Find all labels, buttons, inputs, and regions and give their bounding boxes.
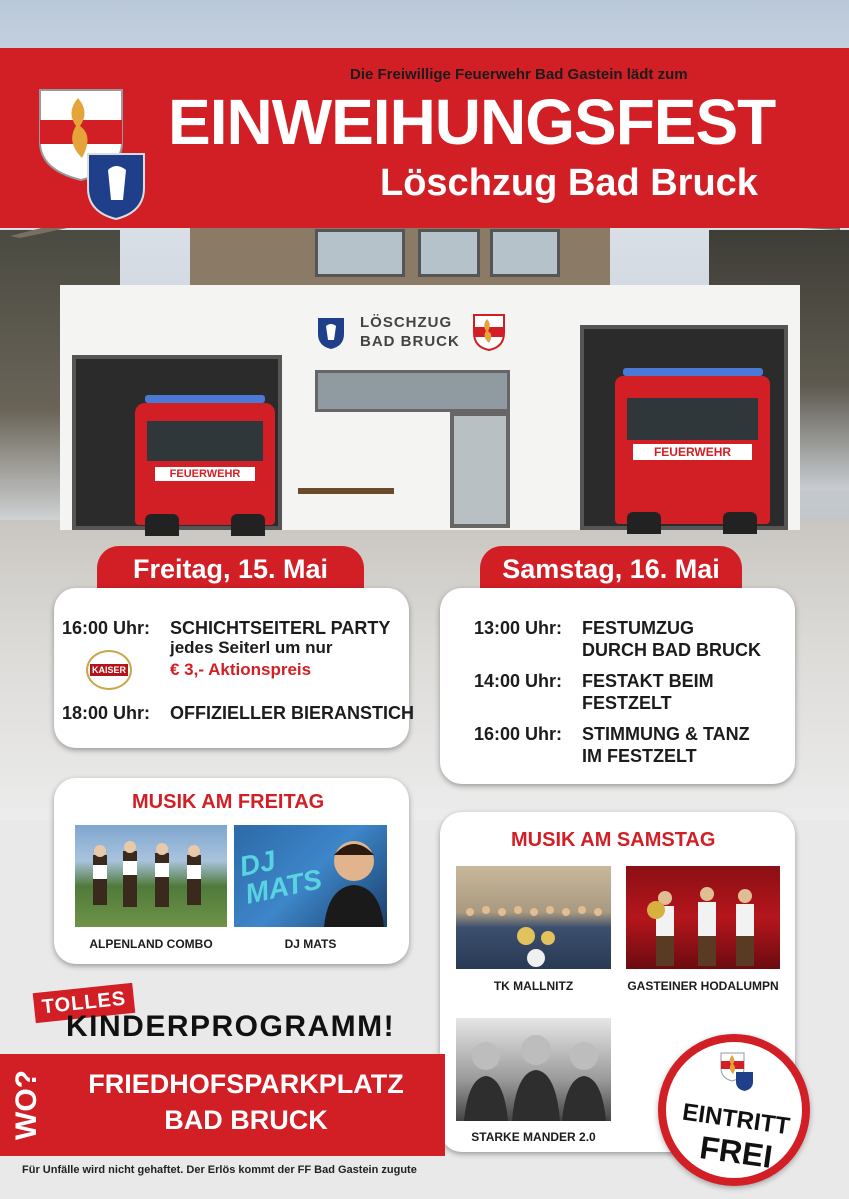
saturday-event-2 [474, 670, 784, 716]
entrance-door [450, 412, 510, 528]
fire-brigade-crest-icon [472, 313, 506, 351]
trio-portrait-icon [456, 1018, 611, 1121]
kaiser-logo-text: KAISER [91, 665, 126, 675]
event-time: 16:00 Uhr: [474, 724, 563, 744]
fire-brigade-coat-of-arms-icon [38, 88, 146, 220]
kaiser-beer-logo [86, 650, 132, 690]
blue-light-bar [145, 395, 265, 403]
event-title-line2: IM FESTZELT [582, 746, 697, 766]
saturday-music-title: MUSIK AM SAMSTAG [511, 829, 716, 851]
folk-band-icon [626, 866, 780, 969]
windshield [147, 421, 263, 461]
saturday-date-label: Samstag, 16. Mai [480, 546, 742, 592]
admission-line2: FREI [697, 1129, 775, 1175]
event-detail: jedes Seiterl um nur [170, 638, 333, 657]
footer-disclaimer: Für Unfälle wird nicht gehaftet. Der Erlös kommt der FF Bad Gastein zugute [22, 1164, 417, 1176]
band-members-icon [75, 825, 227, 927]
event-time: 14:00 Uhr: [474, 671, 563, 691]
friday-event-2 [62, 702, 414, 726]
fire-brigade-crest-icon [720, 1052, 754, 1092]
event-title: OFFIZIELLER BIERANSTICH [170, 703, 414, 723]
page-title: EINWEIHUNGSFEST [168, 86, 776, 158]
kids-tag: TOLLES [33, 983, 136, 1023]
station-sign-line2: BAD BRUCK [360, 333, 460, 350]
upper-window [418, 229, 480, 277]
upper-window [490, 229, 560, 277]
truck-label: FEUERWEHR [633, 444, 752, 460]
event-title-line2: DURCH BAD BRUCK [582, 640, 761, 660]
saturday-event-1 [474, 617, 784, 663]
location-line1: FRIEDHOFSPARKPLATZ [88, 1069, 404, 1099]
gasteiner-hodalumpn-caption: GASTEINER HODALUMPN [627, 979, 779, 993]
wheel [145, 514, 179, 536]
event-title: FESTAKT BEIM [582, 671, 714, 691]
wheel [627, 512, 661, 534]
truck-label: FEUERWEHR [155, 467, 255, 481]
station-sign [360, 313, 460, 351]
dj-portrait-icon [324, 833, 384, 927]
friday-date-label: Freitag, 15. Mai [97, 546, 364, 592]
event-time: 13:00 Uhr: [474, 618, 563, 638]
header-subtitle: Die Freiwillige Feuerwehr Bad Gastein lädt zum [350, 66, 688, 83]
center-window [315, 370, 510, 412]
fire-truck-small [135, 395, 275, 530]
saturday-event-3 [474, 723, 784, 769]
free-admission-badge [658, 1034, 810, 1186]
friday-music-title: MUSIK AM FREITAG [132, 791, 325, 813]
wheel [231, 514, 265, 536]
dj-mats-caption: DJ MATS [284, 937, 337, 951]
wheel [723, 512, 757, 534]
event-time: 16:00 Uhr: [62, 618, 151, 638]
tk-mallnitz-photo [456, 866, 611, 969]
dj-mats-photo-text: DJ MATS [236, 844, 325, 910]
gasteiner-hodalumpn-photo [626, 866, 780, 969]
tk-mallnitz-caption: TK MALLNITZ [493, 979, 574, 993]
location-line2: BAD BRUCK [164, 1105, 328, 1135]
location-title: Löschzug Bad Bruck [380, 162, 758, 204]
starke-mander-caption: STARKE MANDER 2.0 [471, 1130, 596, 1144]
station-sign-line1: LÖSCHZUG [360, 314, 453, 331]
event-title: FESTUMZUG [582, 618, 694, 638]
starke-mander-photo [456, 1018, 611, 1121]
location-place [56, 1066, 436, 1138]
event-price: € 3,- Aktionspreis [170, 660, 312, 679]
fire-truck-large [615, 368, 770, 528]
event-title: SCHICHTSEITERL PARTY [170, 618, 391, 638]
admission-line1: EINTRITT [680, 1098, 792, 1141]
event-title-line2: FESTZELT [582, 693, 672, 713]
windshield [627, 398, 758, 440]
dj-mats-photo [234, 825, 387, 927]
bench [298, 488, 394, 522]
alpenland-combo-caption: ALPENLAND COMBO [89, 937, 213, 951]
event-time: 18:00 Uhr: [62, 703, 151, 723]
upper-window [315, 229, 405, 277]
brass-band-icon [456, 866, 611, 969]
alpenland-combo-photo [75, 825, 227, 927]
location-label: WO? [10, 1070, 43, 1140]
kids-program-text: KINDERPROGRAMM! [66, 1010, 396, 1043]
bad-gastein-crest-icon [316, 316, 346, 350]
blue-light-bar [623, 368, 763, 376]
event-title: STIMMUNG & TANZ [582, 724, 750, 744]
